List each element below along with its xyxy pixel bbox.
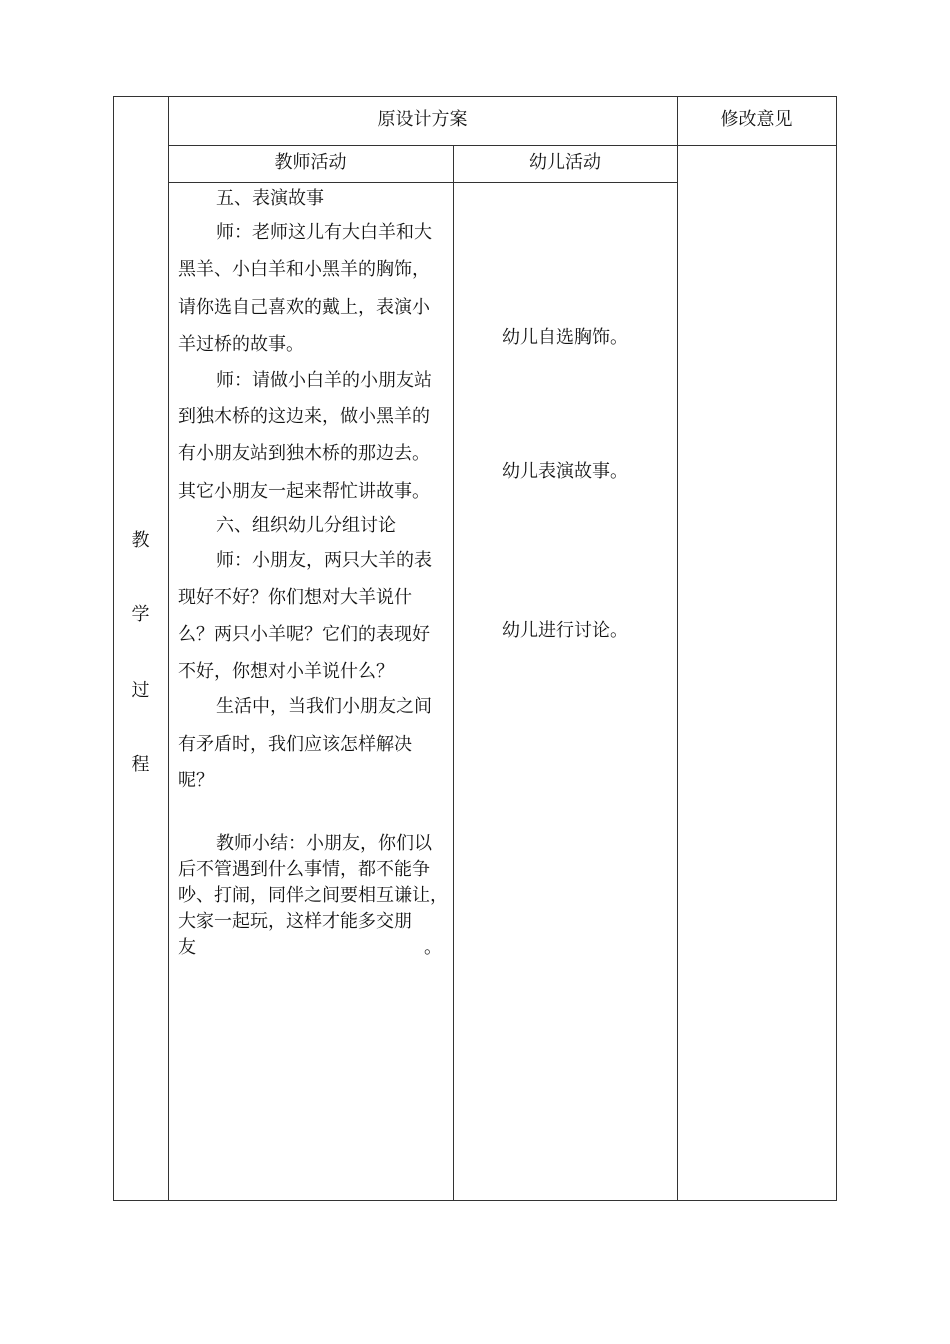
summary-line: 教师小结：小朋友，你们以 (216, 833, 432, 854)
child-activity-item: 幼儿自选胸饰。 (502, 327, 628, 348)
teacher-line: 师：老师这儿有大白羊和大 (216, 222, 432, 243)
summary-line: 友 (178, 937, 196, 958)
child-activity-item: 幼儿表演故事。 (502, 461, 628, 482)
side-label-char: 教 (131, 530, 150, 551)
header-original-plan: 原设计方案 (377, 109, 468, 130)
teacher-line: 有小朋友站到独木桥的那边去。 (178, 443, 430, 464)
side-label-char: 过 (131, 680, 150, 701)
teacher-line: 不好，你想对小羊说什么？ (178, 661, 394, 682)
summary-line: 后不管遇到什么事情，都不能争 (178, 859, 430, 880)
teacher-line: 呢？ (178, 770, 214, 791)
summary-line: 大家一起玩，这样才能多交朋 (178, 911, 412, 932)
teacher-line: 师：小朋友，两只大羊的表 (216, 550, 432, 571)
table-divider-side (168, 96, 169, 1201)
section-heading: 五、表演故事 (216, 188, 324, 209)
header-revision: 修改意见 (720, 109, 793, 130)
teacher-line: 么？两只小羊呢？它们的表现好 (178, 624, 430, 645)
table-subheader-divider (168, 182, 677, 183)
teacher-line: 羊过桥的故事。 (178, 334, 304, 355)
teacher-line: 生活中，当我们小朋友之间 (216, 696, 432, 717)
teacher-line: 其它小朋友一起来帮忙讲故事。 (178, 481, 430, 502)
teacher-line: 到独木桥的这边来，做小黑羊的 (178, 406, 430, 427)
table-divider-activity (453, 145, 454, 1201)
teacher-line: 黑羊、小白羊和小黑羊的胸饰， (178, 259, 430, 280)
revision-cell (678, 146, 836, 1200)
header-child-activity: 幼儿活动 (529, 152, 601, 173)
teacher-line: 有矛盾时，我们应该怎样解决 (178, 734, 412, 755)
side-label-char: 程 (131, 754, 150, 775)
teacher-line: 师：请做小白羊的小朋友站 (216, 370, 432, 391)
child-activity-item: 幼儿进行讨论。 (502, 620, 628, 641)
summary-line-period: 。 (424, 937, 442, 958)
summary-line: 吵、打闹，同伴之间要相互谦让， (178, 885, 448, 906)
table-border-bottom (113, 1200, 837, 1201)
section-heading: 六、组织幼儿分组讨论 (216, 515, 396, 536)
table-border-top (113, 96, 837, 97)
table-border-left (113, 96, 114, 1201)
table-border-right (836, 96, 837, 1201)
side-label-char: 学 (131, 604, 150, 625)
teacher-line: 现好不好？你们想对大羊说什 (178, 587, 412, 608)
header-teacher-activity: 教师活动 (274, 152, 347, 173)
teacher-line: 请你选自己喜欢的戴上，表演小 (178, 297, 430, 318)
